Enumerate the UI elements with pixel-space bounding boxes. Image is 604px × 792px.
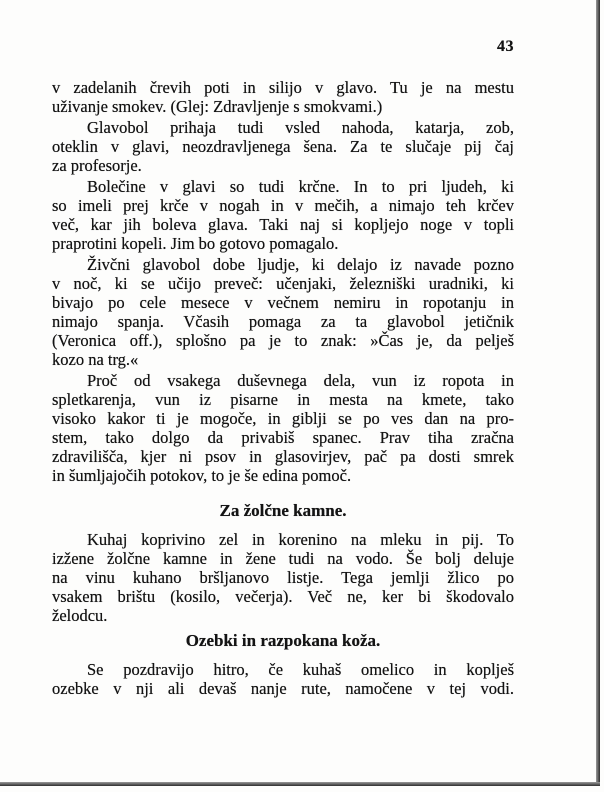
text-line: Bolečine v glavi so tudi krčne. In to pri ljudeh, ki [87,177,514,196]
text-line: ozebke v nji ali devaš nanje rute, namočene v tej vodi. [52,679,514,698]
text-line: oteklin v glavi, neozdravljenega šena. Za te slučaje pij čaj [52,137,514,156]
paragraph-continuation [52,78,514,116]
paragraph-bolecine [52,177,514,253]
section-heading-ozebki: Ozebki in razpokana koža. [185,631,381,650]
text-line: Živčni glavobol dobe ljudje, ki delajo iz navade pozno [87,255,514,274]
text-line: izžene žolčne kamne in žene tudi na vodo. Še bolj deluje [52,549,514,568]
section-heading-zolcne-kamne: Za žolčne kamne. [219,501,347,520]
text-line: praprotini kopeli. Jim bo gotovo pomagalo. [52,234,339,253]
text-line: Kuhaj koprivino zel in korenino na mleku in pij. To [87,530,514,549]
text-line: zdravilišča, kjer ni psov in glasovirjev, pač pa dosti smrek [52,447,514,466]
text-line: (Veronica off.), splošno pa je to znak: »Čas je, da pelješ [52,331,514,350]
text-line: Se pozdravijo hitro, če kuhaš omelico in koplješ [87,660,514,679]
text-line: želodcu. [52,606,108,625]
text-line: Glavobol prihaja tudi vsled nahoda, katarja, zob, [87,118,514,137]
text-line: uživanje smokev. (Glej: Zdravljenje s smokvami.) [52,97,383,116]
text-line: visoko kakor ti je mogoče, in giblji se po ves dan na pro- [52,409,514,428]
page-number: 43 [497,38,514,55]
paragraph-zolcni-kamni [52,530,514,625]
text-column [52,78,514,700]
paragraph-glavobol [52,118,514,175]
text-line: spletkarenja, vun iz pisarne in mesta na kmete, tako [52,390,514,409]
text-line: v zadelanih črevih poti in silijo v glavo. Tu je na mestu [52,78,514,97]
scan-shadow-bottom [0,782,600,786]
text-line: vsakem brištu (kosilo, večerja). Več ne, ker bi škodovalo [52,587,514,606]
text-line: v noč, ki se učijo preveč: učenjaki, železniški uradniki, ki [52,274,514,293]
scan-shadow-right [596,0,600,786]
text-line: Proč od vsakega duševnega dela, vun iz ropota in [87,371,514,390]
text-line: nimajo spanja. Včasih pomaga za ta glavobol jetičnik [52,312,514,331]
text-line: na vinu kuhano bršljanovo listje. Tega jemlji žlico po [52,568,514,587]
text-line: več, kar jih boleva glava. Taki naj si kopljejo noge v topli [52,215,514,234]
text-line: bivajo po cele mesece v večnem nemiru in ropotanju in [52,293,514,312]
text-line: so imeli prej krče v nogah in v mečih, a nimajo teh krčev [52,196,514,215]
text-line: kozo na trg.« [52,350,139,369]
paragraph-ozebki [52,660,514,698]
text-line: za profesorje. [52,156,142,175]
paragraph-proc-od-dela [52,371,514,485]
paragraph-zivcni-glavobol [52,255,514,369]
text-line: stem, tako dolgo da privabiš spanec. Prav tiha zračna [52,428,514,447]
text-line: in šumljajočih potokov, to je še edina pomoč. [52,466,352,485]
